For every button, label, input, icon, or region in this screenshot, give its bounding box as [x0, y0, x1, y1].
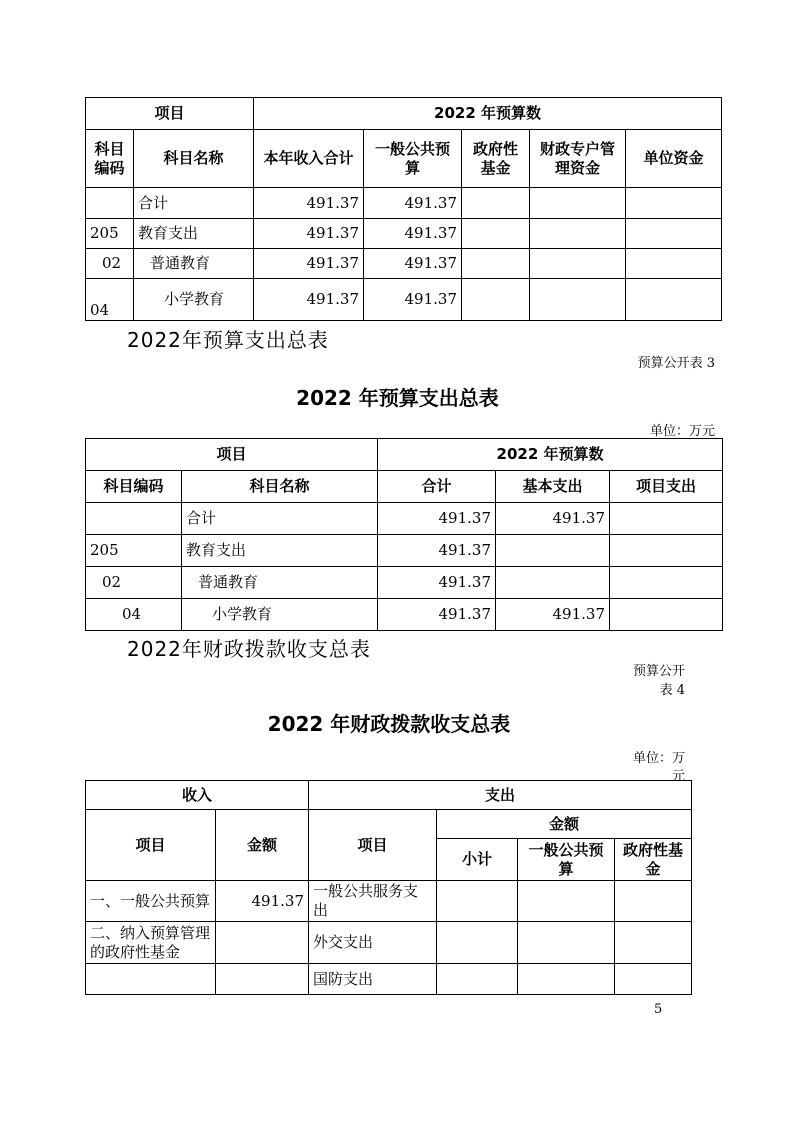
- row-basic: 491.37: [496, 599, 610, 631]
- row-total: 491.37: [378, 535, 496, 567]
- row-basic: 491.37: [496, 503, 610, 535]
- col-basic: 基本支出: [496, 471, 610, 503]
- row-total: 491.37: [378, 567, 496, 599]
- table-row: [86, 922, 692, 964]
- row-total: 491.37: [254, 188, 364, 219]
- col-gov-fund: 政府性基金: [462, 130, 530, 188]
- col-expense-amount: 金额: [437, 810, 692, 839]
- row-code: [86, 188, 134, 219]
- row-name: 教育支出: [134, 219, 254, 249]
- row-name: 普通教育: [134, 249, 254, 279]
- col-code: 科目编码: [86, 471, 182, 503]
- col-expense-item: 项目: [309, 810, 437, 881]
- col-code: 科目编码: [86, 130, 134, 188]
- row-basic: [496, 535, 610, 567]
- col-total-income: 本年收入合计: [254, 130, 364, 188]
- col-name: 科目名称: [182, 471, 378, 503]
- col-general-budget: 一般公共预算: [364, 130, 462, 188]
- row-total: 491.37: [254, 219, 364, 249]
- table-row: [86, 219, 722, 249]
- row-name: 教育支出: [182, 535, 378, 567]
- col-total: 合计: [378, 471, 496, 503]
- expense-item: 外交支出: [309, 922, 437, 964]
- col-unit-fund: 单位资金: [626, 130, 722, 188]
- row-total: 491.37: [254, 279, 364, 321]
- row-name: 合计: [182, 503, 378, 535]
- col-special-account: 财政专户管理资金: [530, 130, 626, 188]
- table-title: 2022 年预算支出总表: [296, 386, 499, 410]
- income-amount: [216, 964, 309, 995]
- unit-label: 单位：万: [632, 751, 685, 766]
- table-number: 预算公开: [632, 664, 685, 679]
- table-row: [86, 599, 723, 631]
- col-subtotal: 小计: [437, 839, 518, 881]
- table-number: 预算公开表 3: [637, 356, 715, 371]
- table-row: [86, 964, 692, 995]
- row-total: 491.37: [254, 249, 364, 279]
- row-general: 491.37: [364, 219, 462, 249]
- row-total: 491.37: [378, 599, 496, 631]
- table-row: [86, 535, 723, 567]
- col-gov-fund: 政府性基金: [615, 839, 692, 881]
- header-item: 项目: [86, 98, 254, 130]
- row-name: 合计: [134, 188, 254, 219]
- col-general-budget: 一般公共预算: [518, 839, 615, 881]
- unit-label-line2: 元: [671, 769, 685, 784]
- row-total: 491.37: [378, 503, 496, 535]
- row-code: 02: [86, 249, 134, 279]
- col-income-amount: 金额: [216, 810, 309, 881]
- section-heading: 2022年预算支出总表: [127, 328, 329, 352]
- fiscal-allocation-table: [85, 780, 692, 995]
- row-code: 02: [86, 567, 182, 599]
- row-code: [86, 503, 182, 535]
- header-budget: 2022 年预算数: [254, 98, 722, 130]
- expense-item: 国防支出: [309, 964, 437, 995]
- unit-label: 单位：万元: [649, 424, 715, 439]
- row-code: 205: [86, 219, 134, 249]
- table-number-line2: 表 4: [659, 683, 685, 698]
- row-general: 491.37: [364, 249, 462, 279]
- income-item: 二、纳入预算管理的政府性基金: [86, 922, 216, 964]
- income-amount: 491.37: [216, 881, 309, 922]
- table-row: [86, 503, 723, 535]
- row-name: 小学教育: [134, 279, 254, 321]
- section-heading: 2022年财政拨款收支总表: [127, 637, 371, 661]
- col-project: 项目支出: [610, 471, 723, 503]
- income-item: [86, 964, 216, 995]
- page-number: 5: [654, 1002, 663, 1017]
- header-income: 收入: [86, 781, 309, 810]
- row-code: 04: [86, 599, 182, 631]
- row-name: 小学教育: [182, 599, 378, 631]
- row-code: 205: [86, 535, 182, 567]
- col-name: 科目名称: [134, 130, 254, 188]
- table-row: [86, 249, 722, 279]
- table-title: 2022 年财政拨款收支总表: [267, 712, 511, 736]
- income-item: 一、一般公共预算: [86, 881, 216, 922]
- table-row: [86, 567, 723, 599]
- budget-expense-table: [85, 438, 723, 631]
- header-budget: 2022 年预算数: [378, 439, 723, 471]
- table-row: [86, 279, 722, 321]
- header-item: 项目: [86, 439, 378, 471]
- table-row: [86, 881, 692, 922]
- row-code: 04: [86, 279, 134, 321]
- row-general: 491.37: [364, 188, 462, 219]
- budget-income-table: [85, 97, 722, 321]
- table-row: [86, 188, 722, 219]
- col-income-item: 项目: [86, 810, 216, 881]
- income-amount: [216, 922, 309, 964]
- row-general: 491.37: [364, 279, 462, 321]
- row-basic: [496, 567, 610, 599]
- header-expense: 支出: [309, 781, 692, 810]
- expense-item: 一般公共服务支出: [309, 881, 437, 922]
- row-name: 普通教育: [182, 567, 378, 599]
